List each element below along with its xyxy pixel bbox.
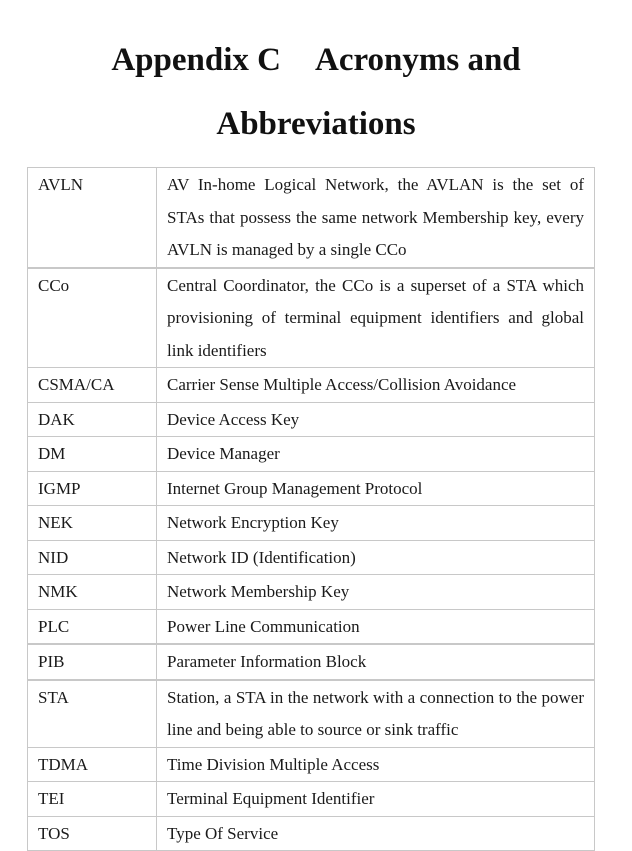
acronym-definition: Network Membership Key	[157, 575, 595, 610]
acronym-definition: Device Manager	[157, 437, 595, 472]
table-row	[28, 680, 595, 748]
acronym-term: DAK	[28, 402, 157, 437]
acronym-definition: Station, a STA in the network with a connection to the power line and being able to source or sink traffic	[157, 680, 595, 748]
table-row	[28, 782, 595, 817]
acronym-definition: Terminal Equipment Identifier	[157, 782, 595, 817]
table-row	[28, 168, 595, 268]
acronym-term: NMK	[28, 575, 157, 610]
table-row	[28, 437, 595, 472]
acronym-term: TEI	[28, 782, 157, 817]
acronym-term: TDMA	[28, 747, 157, 782]
appendix-label: Appendix C	[111, 42, 281, 78]
table-row	[28, 609, 595, 644]
acronym-term: CSMA/CA	[28, 368, 157, 403]
acronym-definition: Network ID (Identification)	[157, 540, 595, 575]
title-line-1	[0, 28, 632, 92]
table-row	[28, 575, 595, 610]
acronym-definition: Device Access Key	[157, 402, 595, 437]
acronym-definition: Internet Group Management Protocol	[157, 471, 595, 506]
table-row	[28, 268, 595, 368]
table-row	[28, 402, 595, 437]
acronym-term: IGMP	[28, 471, 157, 506]
acronym-definition: Central Coordinator, the CCo is a superset of a STA which provisioning of terminal equipment identifiers and global link identifiers	[157, 268, 595, 368]
acronym-term: NEK	[28, 506, 157, 541]
acronym-term: NID	[28, 540, 157, 575]
title-line-2: Abbreviations	[216, 106, 416, 142]
acronym-definition: Parameter Information Block	[157, 644, 595, 680]
acronym-definition: Type Of Service	[157, 816, 595, 851]
acronym-definition: AV In-home Logical Network, the AVLAN is the set of STAs that possess the same network Membership key, every AVLN is managed by a single CCo	[157, 168, 595, 268]
acronym-definition: Time Division Multiple Access	[157, 747, 595, 782]
acronym-term: PLC	[28, 609, 157, 644]
acronym-definition: Carrier Sense Multiple Access/Collision Avoidance	[157, 368, 595, 403]
acronym-term: PIB	[28, 644, 157, 680]
acronym-term: AVLN	[28, 168, 157, 268]
table-row	[28, 368, 595, 403]
title-text-part-1: Acronyms and	[314, 42, 521, 78]
table-row	[28, 644, 595, 680]
table-row	[28, 540, 595, 575]
page-title	[0, 28, 632, 156]
acronym-definition: Power Line Communication	[157, 609, 595, 644]
table-row	[28, 506, 595, 541]
table-row	[28, 816, 595, 851]
acronym-table	[27, 167, 595, 851]
acronym-term: STA	[28, 680, 157, 748]
acronym-term: CCo	[28, 268, 157, 368]
acronym-definition: Network Encryption Key	[157, 506, 595, 541]
acronym-term: DM	[28, 437, 157, 472]
acronym-term: TOS	[28, 816, 157, 851]
table-row	[28, 471, 595, 506]
table-row	[28, 747, 595, 782]
